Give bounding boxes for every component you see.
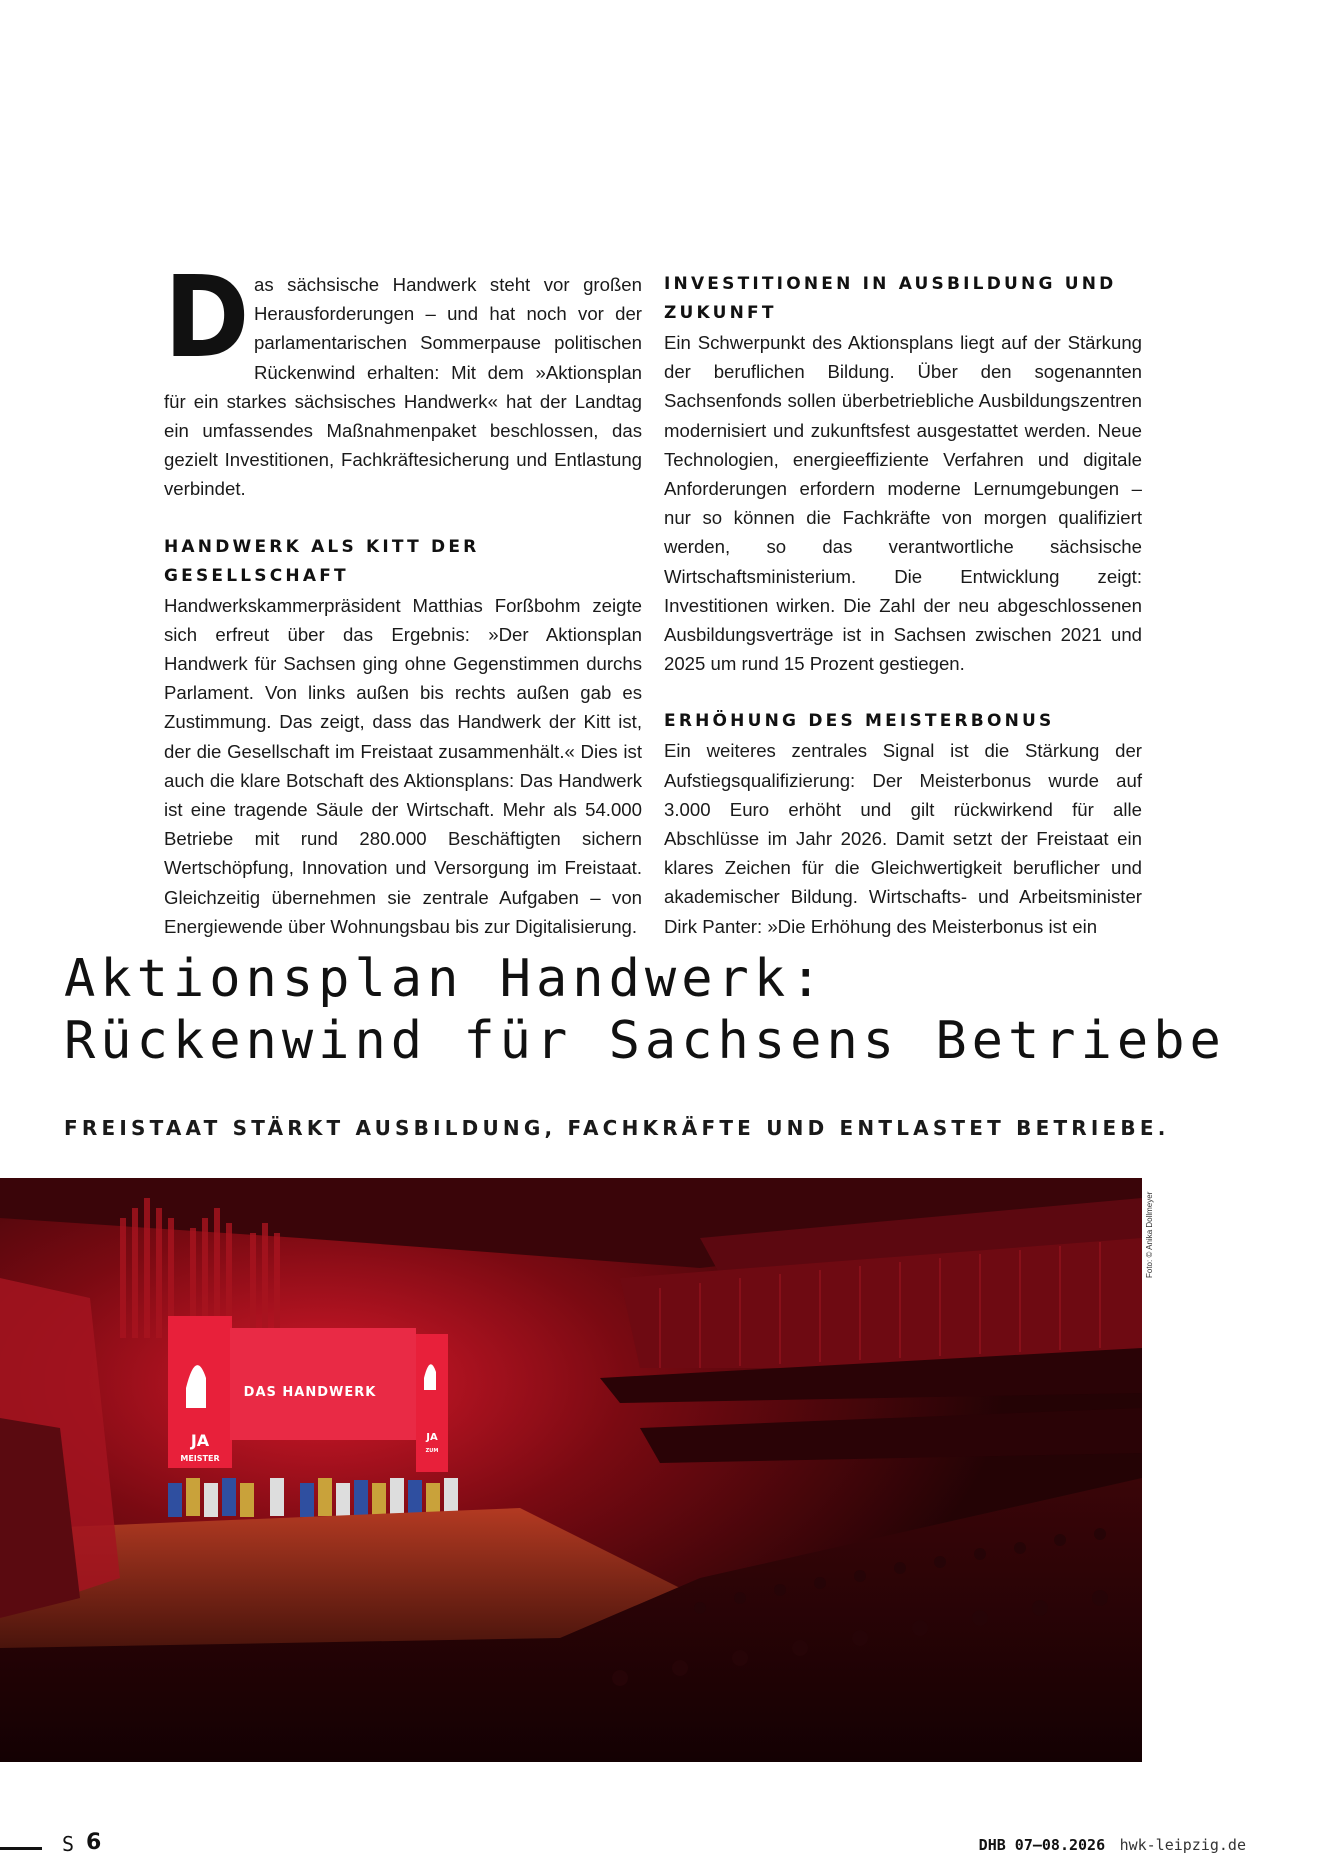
event-photo: [0, 1178, 1142, 1762]
footer-rule: [0, 1847, 42, 1850]
section-letter: S: [62, 1832, 75, 1856]
drop-cap: D: [164, 253, 250, 383]
page-number: 6: [86, 1830, 102, 1855]
photo-credit: Foto: © Anika Dollmeyer: [1145, 1191, 1154, 1278]
article-column-left: [164, 253, 642, 941]
concert-hall-illustration: [0, 1178, 1142, 1762]
screen-text: DAS HANDWERK: [243, 1385, 377, 1400]
page-title: [64, 948, 1226, 1072]
guild-flags: [168, 1478, 458, 1517]
banner-text-left: JA: [190, 1431, 210, 1450]
section-heading-meisterbonus: ERHÖHUNG DES MEISTERBONUS: [664, 711, 1055, 732]
banner-subtext-left: MEISTER: [180, 1454, 220, 1463]
article-column-right: [664, 270, 1142, 941]
issue-label: DHB 07–08.2026: [978, 1836, 1106, 1854]
section-paragraph-investitionen: Ein Schwerpunkt des Aktionsplans liegt auf der Stärkung der beruflichen Bildung. Über den sogenannten Sachsenfonds sollen überbetriebliche Ausbildungszentren modernisiert und zukunftsfest ausgestattet werden. Neue Technologien, energieeffiziente Verfahren und digitale Anforderungen erfordern moderne Lernumgebungen – nur so können die Fachkräfte von morgen qualifiziert werden, so das verantwortliche sächsische Wirtschaftsministerium. Die Entwicklung zeigt: Investitionen wirken. Die Zahl der neu abgeschlossenen Ausbildungsverträge ist in Sachsen zwischen 2021 und 2025 um rund 15 Prozent gestiegen.: [664, 332, 1142, 675]
page-subtitle: FREISTAAT STÄRKT AUSBILDUNG, FACHKRÄFTE UND ENTLASTET BETRIEBE.: [64, 1116, 1170, 1140]
section-paragraph-meisterbonus: Ein weiteres zentrales Signal ist die Stärkung der Aufstiegsqualifizierung: Der Meisterbonus wurde auf 3.000 Euro erhöht und gilt rückwirkend für alle Abschlüsse im Jahr 2026. Damit setzt der Freistaat ein klares Zeichen für die Gleichwertigkeit beruflicher und akademischer Bildung. Wirtschafts- und Arbeitsminister Dirk Panter: »Die Erhöhung des Meisterbonus ist ein: [664, 740, 1142, 937]
footer-info: [979, 1836, 1246, 1855]
page-title-line-2: Rückenwind für Sachsens Betriebe: [64, 1011, 1226, 1071]
banner-text-right: JA: [426, 1432, 438, 1443]
page-title-line-1: Aktionsplan Handwerk:: [64, 949, 827, 1009]
website-link[interactable]: hwk-leipzig.de: [1119, 1836, 1246, 1854]
intro-paragraph: as sächsische Handwerk steht vor großen Herausforderungen – und hat noch vor der parlamentarischen Sommerpause politischen Rückenwind erhalten: Mit dem »Aktionsplan für ein starkes sächsisches Handwerk« hat der Landtag ein umfassendes Maßnahmenpaket beschlossen, das gezielt Investitionen, Fachkräftesicherung und Entlastung verbindet.: [164, 274, 642, 500]
section-heading-kitt: HANDWERK ALS KITT DER GESELLSCHAFT: [164, 536, 480, 586]
section-paragraph-kitt: Handwerkskammerpräsident Matthias Forßbohm zeigte sich erfreut über das Ergebnis: »Der Aktionsplan Handwerk für Sachsen ging ohne Gegenstimmen durchs Parlament. Von links außen bis rechts außen gab es Zustimmung. Das zeigt, dass das Handwerk der Kitt ist, der die Gesellschaft im Freistaat zusammenhält.« Dies ist auch die klare Botschaft des Aktionsplans: Das Handwerk ist eine tragende Säule der Wirtschaft. Mehr als 54.000 Betriebe mit rund 280.000 Beschäftigten sichern Wertschöpfung, Innovation und Versorgung im Freistaat. Gleichzeitig übernehmen sie zentrale Aufgaben – von Energiewende über Wohnungsbau bis zur Digitalisierung.: [164, 594, 642, 937]
banner-subtext-right: ZUM: [425, 1448, 439, 1454]
section-heading-investitionen: INVESTITIONEN IN AUSBILDUNG UND ZUKUNFT: [664, 274, 1117, 323]
